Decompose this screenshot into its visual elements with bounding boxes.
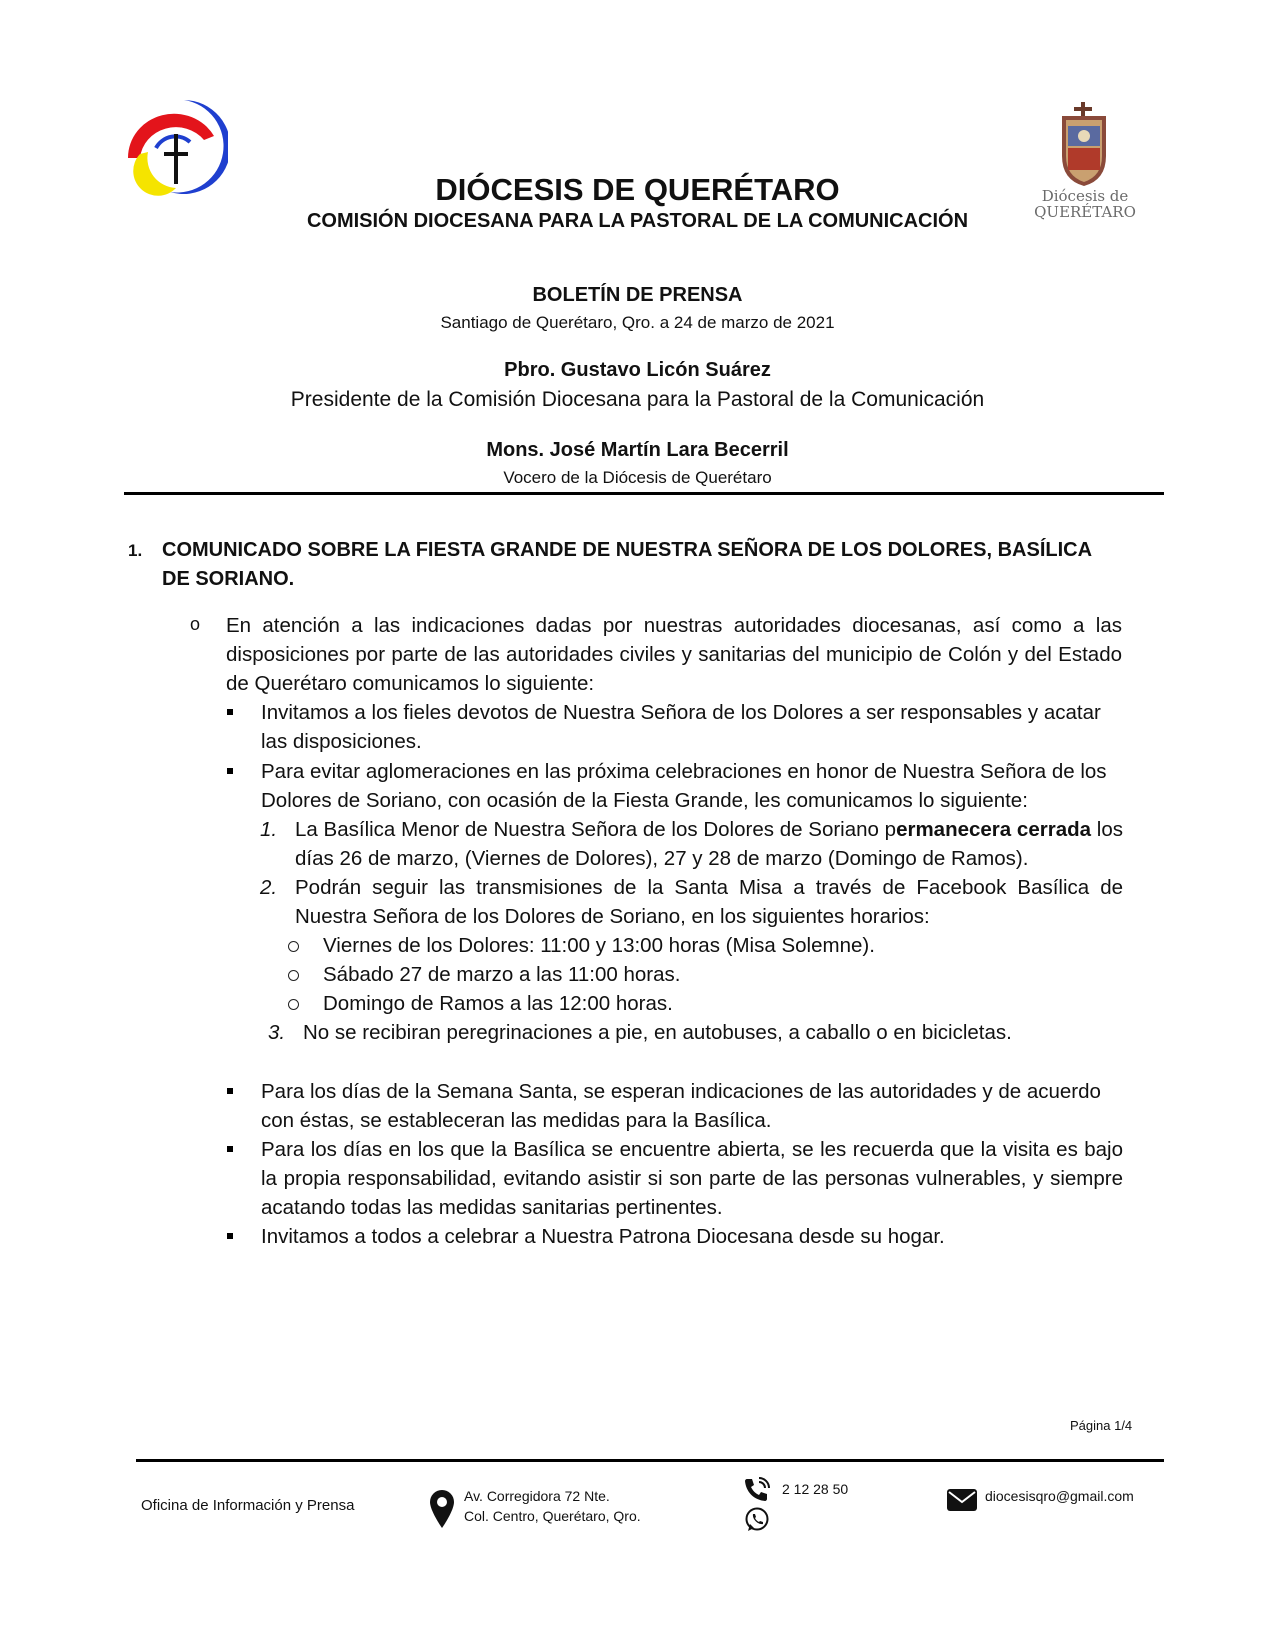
bullet-item-3: Para los días de la Semana Santa, se esperan indicaciones de las autoridades y de acuerdo con éstas, se estableceran las medidas para la Basílica. xyxy=(261,1080,1101,1132)
section-heading: COMUNICADO SOBRE LA FIESTA GRANDE DE NUESTRA SEÑORA DE LOS DOLORES, BASÍLICA DE SORIANO. xyxy=(162,539,1092,590)
item-number-1: 1. xyxy=(260,818,278,841)
header-divider xyxy=(124,492,1164,495)
seal-caption-line1: Diócesis de xyxy=(1041,187,1129,205)
location-pin-icon xyxy=(429,1489,455,1529)
person1-role: Presidente de la Comisión Diocesana para la Pastoral de la Comunicación xyxy=(290,388,985,411)
numbered-item-1 xyxy=(295,815,1123,873)
schedule-item-2: Sábado 27 de marzo a las 11:00 horas. xyxy=(323,963,681,986)
whatsapp-icon xyxy=(744,1506,770,1532)
phone-icon xyxy=(743,1476,771,1502)
intro-paragraph: En atención a las indicaciones dadas por nuestras autoridades diocesanas, así como a las disposiciones por parte de las autoridades civiles y sanitarias del municipio de Colón y del Estado de Querétaro comunicamos lo siguiente: xyxy=(226,614,1122,695)
bullet-marker xyxy=(227,1146,233,1152)
footer-office: Oficina de Información y Prensa xyxy=(141,1497,355,1514)
bullet-item-4: Para los días en los que la Basílica se encuentre abierta, se les recuerda que la visita es bajo la propia responsabilidad, evitando asistir si son parte de las personas vulnerables, y siempre acatando todas las medidas sanitarias pertinentes. xyxy=(261,1138,1123,1219)
bullet-item-1: Invitamos a los fieles devotos de Nuestra Señora de los Dolores a ser responsables y acatar las disposiciones. xyxy=(261,701,1101,753)
schedule-item-1: Viernes de los Dolores: 11:00 y 13:00 horas (Misa Solemne). xyxy=(323,934,875,957)
bullet-marker xyxy=(227,1233,233,1239)
page-number: Página 1/4 xyxy=(1070,1418,1133,1433)
footer-address-line2: Col. Centro, Querétaro, Qro. xyxy=(464,1508,641,1524)
bullet-item-5: Invitamos a todos a celebrar a Nuestra Patrona Diocesana desde su hogar. xyxy=(261,1225,945,1248)
footer-email: diocesisqro@gmail.com xyxy=(985,1488,1134,1504)
section-number: 1. xyxy=(128,541,143,560)
intro-marker: o xyxy=(190,614,201,634)
item-number-2: 2. xyxy=(260,876,278,899)
person1-name: Pbro. Gustavo Licón Suárez xyxy=(504,359,771,381)
schedule-item-3: Domingo de Ramos a las 12:00 horas. xyxy=(323,992,673,1015)
item-number-3: 3. xyxy=(268,1021,286,1044)
sub-bullet-marker xyxy=(288,941,299,952)
bullet-marker xyxy=(227,1088,233,1094)
person2-role: Vocero de la Diócesis de Querétaro xyxy=(503,468,772,487)
footer-phone: 2 12 28 50 xyxy=(782,1481,849,1497)
numbered-item-3: No se recibiran peregrinaciones a pie, en autobuses, a caballo o en bicicletas. xyxy=(303,1021,1012,1044)
page-subtitle: COMISIÓN DIOCESANA PARA LA PASTORAL DE LA COMUNICACIÓN xyxy=(306,210,969,232)
bullet-item-2: Para evitar aglomeraciones en las próxima celebraciones en honor de Nuestra Señora de los Dolores de Soriano, con ocasión de la Fiesta Grande, les comunicamos lo siguiente: xyxy=(261,760,1107,812)
sub-bullet-marker xyxy=(288,970,299,981)
item1-text-b: los días 26 de marzo, (Viernes de Dolores), 27 y 28 de marzo (Domingo de Ramos). xyxy=(295,818,1123,870)
numbered-item-2: Podrán seguir las transmisiones de la Santa Misa a través de Facebook Basílica de Nuestra Señora de los Dolores de Soriano, en los siguientes horarios: xyxy=(295,876,1123,928)
mail-icon xyxy=(946,1487,978,1513)
page-title: DIÓCESIS DE QUERÉTARO xyxy=(435,172,840,207)
item1-bold: ermanecera cerrada xyxy=(896,818,1092,841)
person2-name: Mons. José Martín Lara Becerril xyxy=(486,439,789,461)
bullet-marker xyxy=(227,709,233,715)
footer-address-line1: Av. Corregidora 72 Nte. xyxy=(464,1488,610,1504)
item1-text-a: La Basílica Menor de Nuestra Señora de los Dolores de Soriano p xyxy=(295,818,897,841)
footer-divider xyxy=(136,1459,1164,1462)
seal-caption-line2: QUERÉTARO xyxy=(1034,203,1136,221)
bullet-marker xyxy=(227,768,233,774)
sub-bullet-marker xyxy=(288,999,299,1010)
bulletin-label: BOLETÍN DE PRENSA xyxy=(532,284,743,306)
bulletin-date: Santiago de Querétaro, Qro. a 24 de marzo de 2021 xyxy=(440,313,835,332)
